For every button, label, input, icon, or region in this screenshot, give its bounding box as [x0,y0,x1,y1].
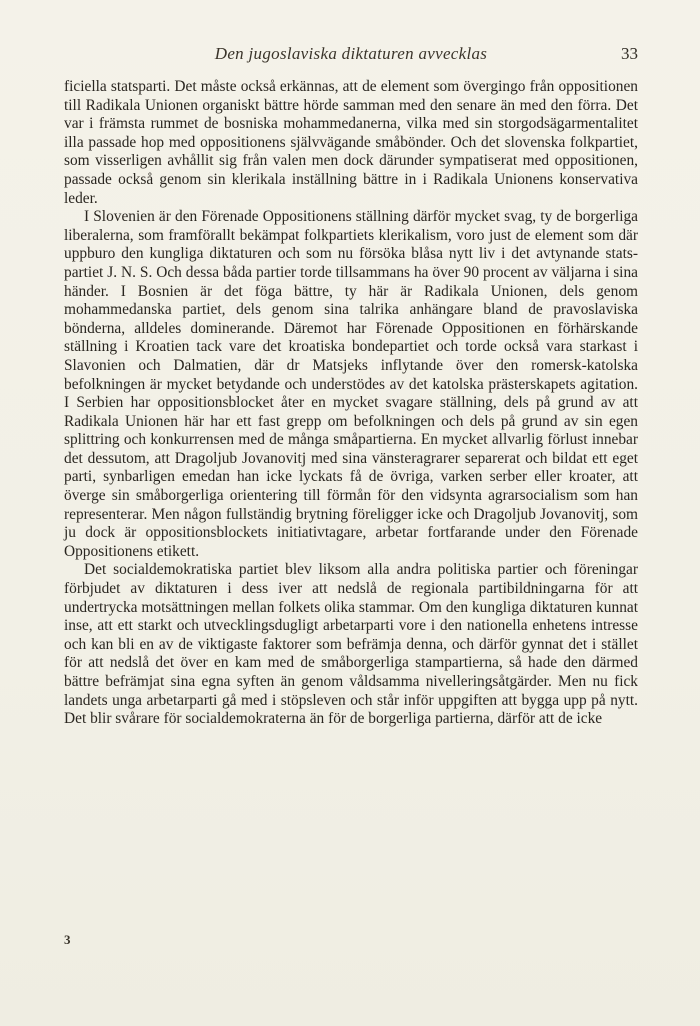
page-number: 33 [621,44,638,63]
paragraph-slovenia: I Slovenien är den Förenade Oppositionens ställning därför mycket svag, ty de borgerliga liberalerna, som framförallt bekämpat folkpartiets klerikalism, voro just de element som där uppburo den kungliga diktaturen och som nu försöka blåsa nytt liv i det avtynande statspartiet J. N. S. Och dessa båda partier torde tillsammans ha över 90 procent av väljarna i sina händer. I Bosnien är det föga bättre, ty här är Radikala Unionen, dels genom mohammedanska partiet, dels genom sina talrika anhängare bland de pravoslaviska bönderna, alldeles dominerande. Däremot har Förenade Oppositionen en förhärskande ställning i Kroatien tack vare det kroatiska bondepartiet och torde också vara starkast i Slavonien och Dalmatien, där dr Matsjeks inflytande över den romersk-katolska befolkningen är mycket betydande och understödes av det katolska prästerskapets agitation. I Serbien har oppositionsblocket åter en mycket svagare ställning, dels på grund av att Radikala Unionen här har ett fast grepp om befolkningen och dels på grund av sin egen splittring och konkurrensen med de många småpartierna. En mycket allvarlig förlust innebar det dessutom, att Dragoljub Jovanovitj med sina vänsteragrarer separerat och bildat ett eget parti, synbarligen emedan han icke lyckats få de övriga, varken serber eller kroater, att överge sin småborgerliga orientering till förmån för den vidsynta agrarsocialism som han representerar. Men någon fullständig brytning föreligger icke och Dragoljub Jovanovitj, som ju dock är oppositionsblockets initiativtagare, arbetar fortfarande under den Förenade Oppositionens etikett. [64,208,638,560]
paragraph-social-democrats: Det socialdemokratiska partiet blev liksom alla andra politiska partier och föreningar förbjudet av diktaturen i dess iver att nedslå de regionala partibildningarna för att undertrycka motsättningen mellan folkets olika stammar. Om den kungliga diktaturen kunnat inse, att ett starkt och utvecklingsdugligt arbetarparti vore i den nationella enhetens intresse och kan bli en av de viktigaste faktorer som befrämja denna, och därför gynnat det i stället för att nedslå det över en kam med de småborgerliga stampartierna, så hade den därmed bättre befrämjat sina egna syften än genom våldsamma nivelleringsåtgärder. Men nu fick landets unga arbetarparti gå med i stöpsleven och står inför uppgiften att bygga upp på nytt. Det blir svårare för socialdemokraterna än för de borgerliga partierna, därför att de icke [64,561,638,728]
body-text [64,78,638,729]
paragraph-continuation: ficiella statsparti. Det måste också erkännas, att de element som övergingo från oppositionen till Radikala Unionen organiskt bättre hörde samman med den senare än med den förra. Det var i främsta rummet de bosniska mohammedanerna, vilka med sin storgodsägarmentalitet illa passade hop med oppositionens självvägande småbönder. Och det slovenska folkpartiet, som visserligen avhållit sig från valen men dock därunder sympatiserat med oppositionen, passade också genom sin klerikala inställning bättre in i Radikala Unionens konservativa leder. [64,78,638,207]
running-head [64,44,638,70]
signature-mark: 3 [64,932,71,947]
running-title: Den jugoslaviska diktaturen avvecklas [214,44,488,63]
